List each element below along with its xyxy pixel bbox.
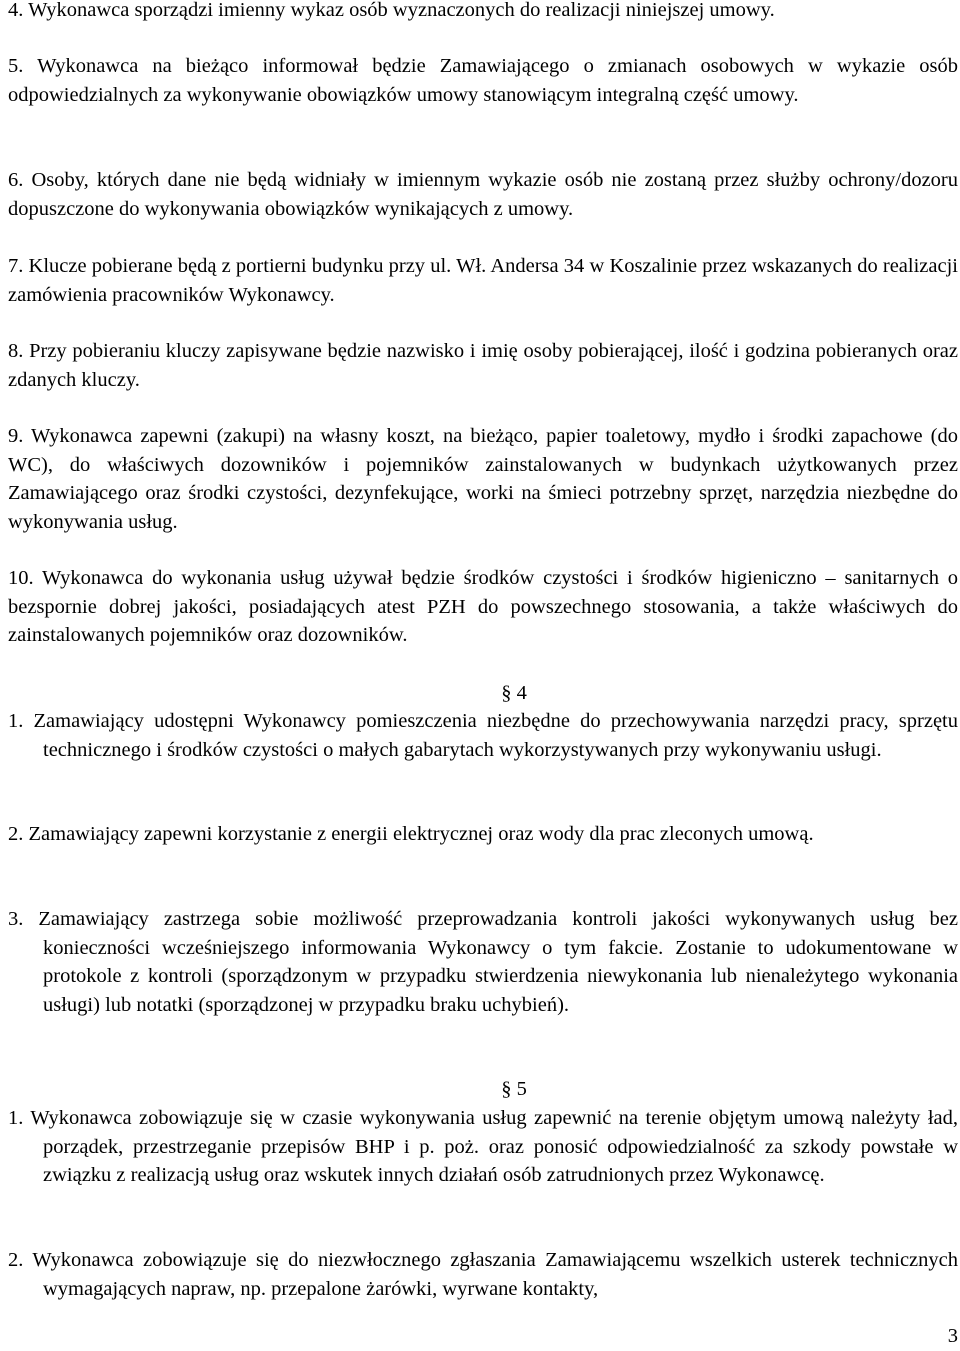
section-5-item-1: 1. Wykonawca zobowiązuje się w czasie wykonywania usług zapewnić na terenie objętym umową należyty ład, porządek, przestrzeganie przepisów BHP i p. poż. oraz ponosić odpowiedzialność za szkody powstałe w związku z realizacją usług oraz wskutek innych działań osób zatrudnionych przez Wykonawcę. — [8, 1107, 958, 1187]
paragraph-9: 9. Wykonawca zapewni (zakupi) na własny koszt, na bieżąco, papier toaletowy, mydło i środki zapachowe (do WC), do właściwych dozowników i pojemników zainstalowanych w budynkach użytkowanych przez Zamawiającego oraz środki czystości, dezynfekujące, worki na śmieci potrzebny sprzęt, narzędzia niezbędne do wykonywania usług. — [8, 425, 958, 533]
section-5-item-2: 2. Wykonawca zobowiązuje się do niezwłocznego zgłaszania Zamawiającemu wszelkich usterek technicznych wymagających napraw, np. przepalone żarówki, wyrwane kontakty, — [8, 1249, 958, 1300]
paragraph-5: 5. Wykonawca na bieżąco informował będzie Zamawiającego o zmianach osobowych w wykazie osób odpowiedzialnych za wykonywanie obowiązków umowy stanowiącym integralną część umowy. — [8, 55, 958, 106]
section-4-heading: § 4 — [501, 682, 527, 704]
page-number: 3 — [947, 1325, 958, 1347]
paragraph-8: 8. Przy pobieraniu kluczy zapisywane będzie nazwisko i imię osoby pobierającej, ilość i godzina pobieranych oraz zdanych kluczy. — [8, 340, 958, 391]
paragraph-6: 6. Osoby, których dane nie będą widniały w imiennym wykazie osób nie zostaną przez służby ochrony/dozoru dopuszczone do wykonywania obowiązków wynikających z umowy. — [8, 169, 958, 220]
paragraph-4: 4. Wykonawca sporządzi imienny wykaz osób wyznaczonych do realizacji niniejszej umowy. — [8, 0, 775, 21]
section-4-item-3: 3. Zamawiający zastrzega sobie możliwość przeprowadzania kontroli jakości wykonywanych usług bez konieczności wcześniejszego informowania Wykonawcy o tym fakcie. Zostanie to udokumentowane w protokole z kontroli (sporządzonym w przypadku stwierdzenia niewykonania lub nienależytego wykonania usługi) lub notatki (sporządzonej w przypadku braku uchybień). — [8, 908, 958, 1016]
paragraph-7: 7. Klucze pobierane będą z portierni budynku przy ul. Wł. Andersa 34 w Koszalinie przez wskazanych do realizacji zamówienia pracowników Wykonawcy. — [8, 255, 958, 306]
section-5-heading: § 5 — [501, 1078, 527, 1100]
section-4-item-1: 1. Zamawiający udostępni Wykonawcy pomieszczenia niezbędne do przechowywania narzędzi pracy, sprzętu technicznego i środków czystości o małych gabarytach wykorzystywanych przy wykonywaniu usługi. — [8, 710, 958, 761]
section-4-item-2: 2. Zamawiający zapewni korzystanie z energii elektrycznej oraz wody dla prac zleconych umową. — [8, 823, 814, 845]
paragraph-10: 10. Wykonawca do wykonania usług używał będzie środków czystości i środków higieniczno – sanitarnych o bezspornie dobrej jakości, posiadających atest PZH do powszechnego stosowania, a także właściwych do zainstalowanych pojemników oraz dozowników. — [8, 567, 958, 647]
